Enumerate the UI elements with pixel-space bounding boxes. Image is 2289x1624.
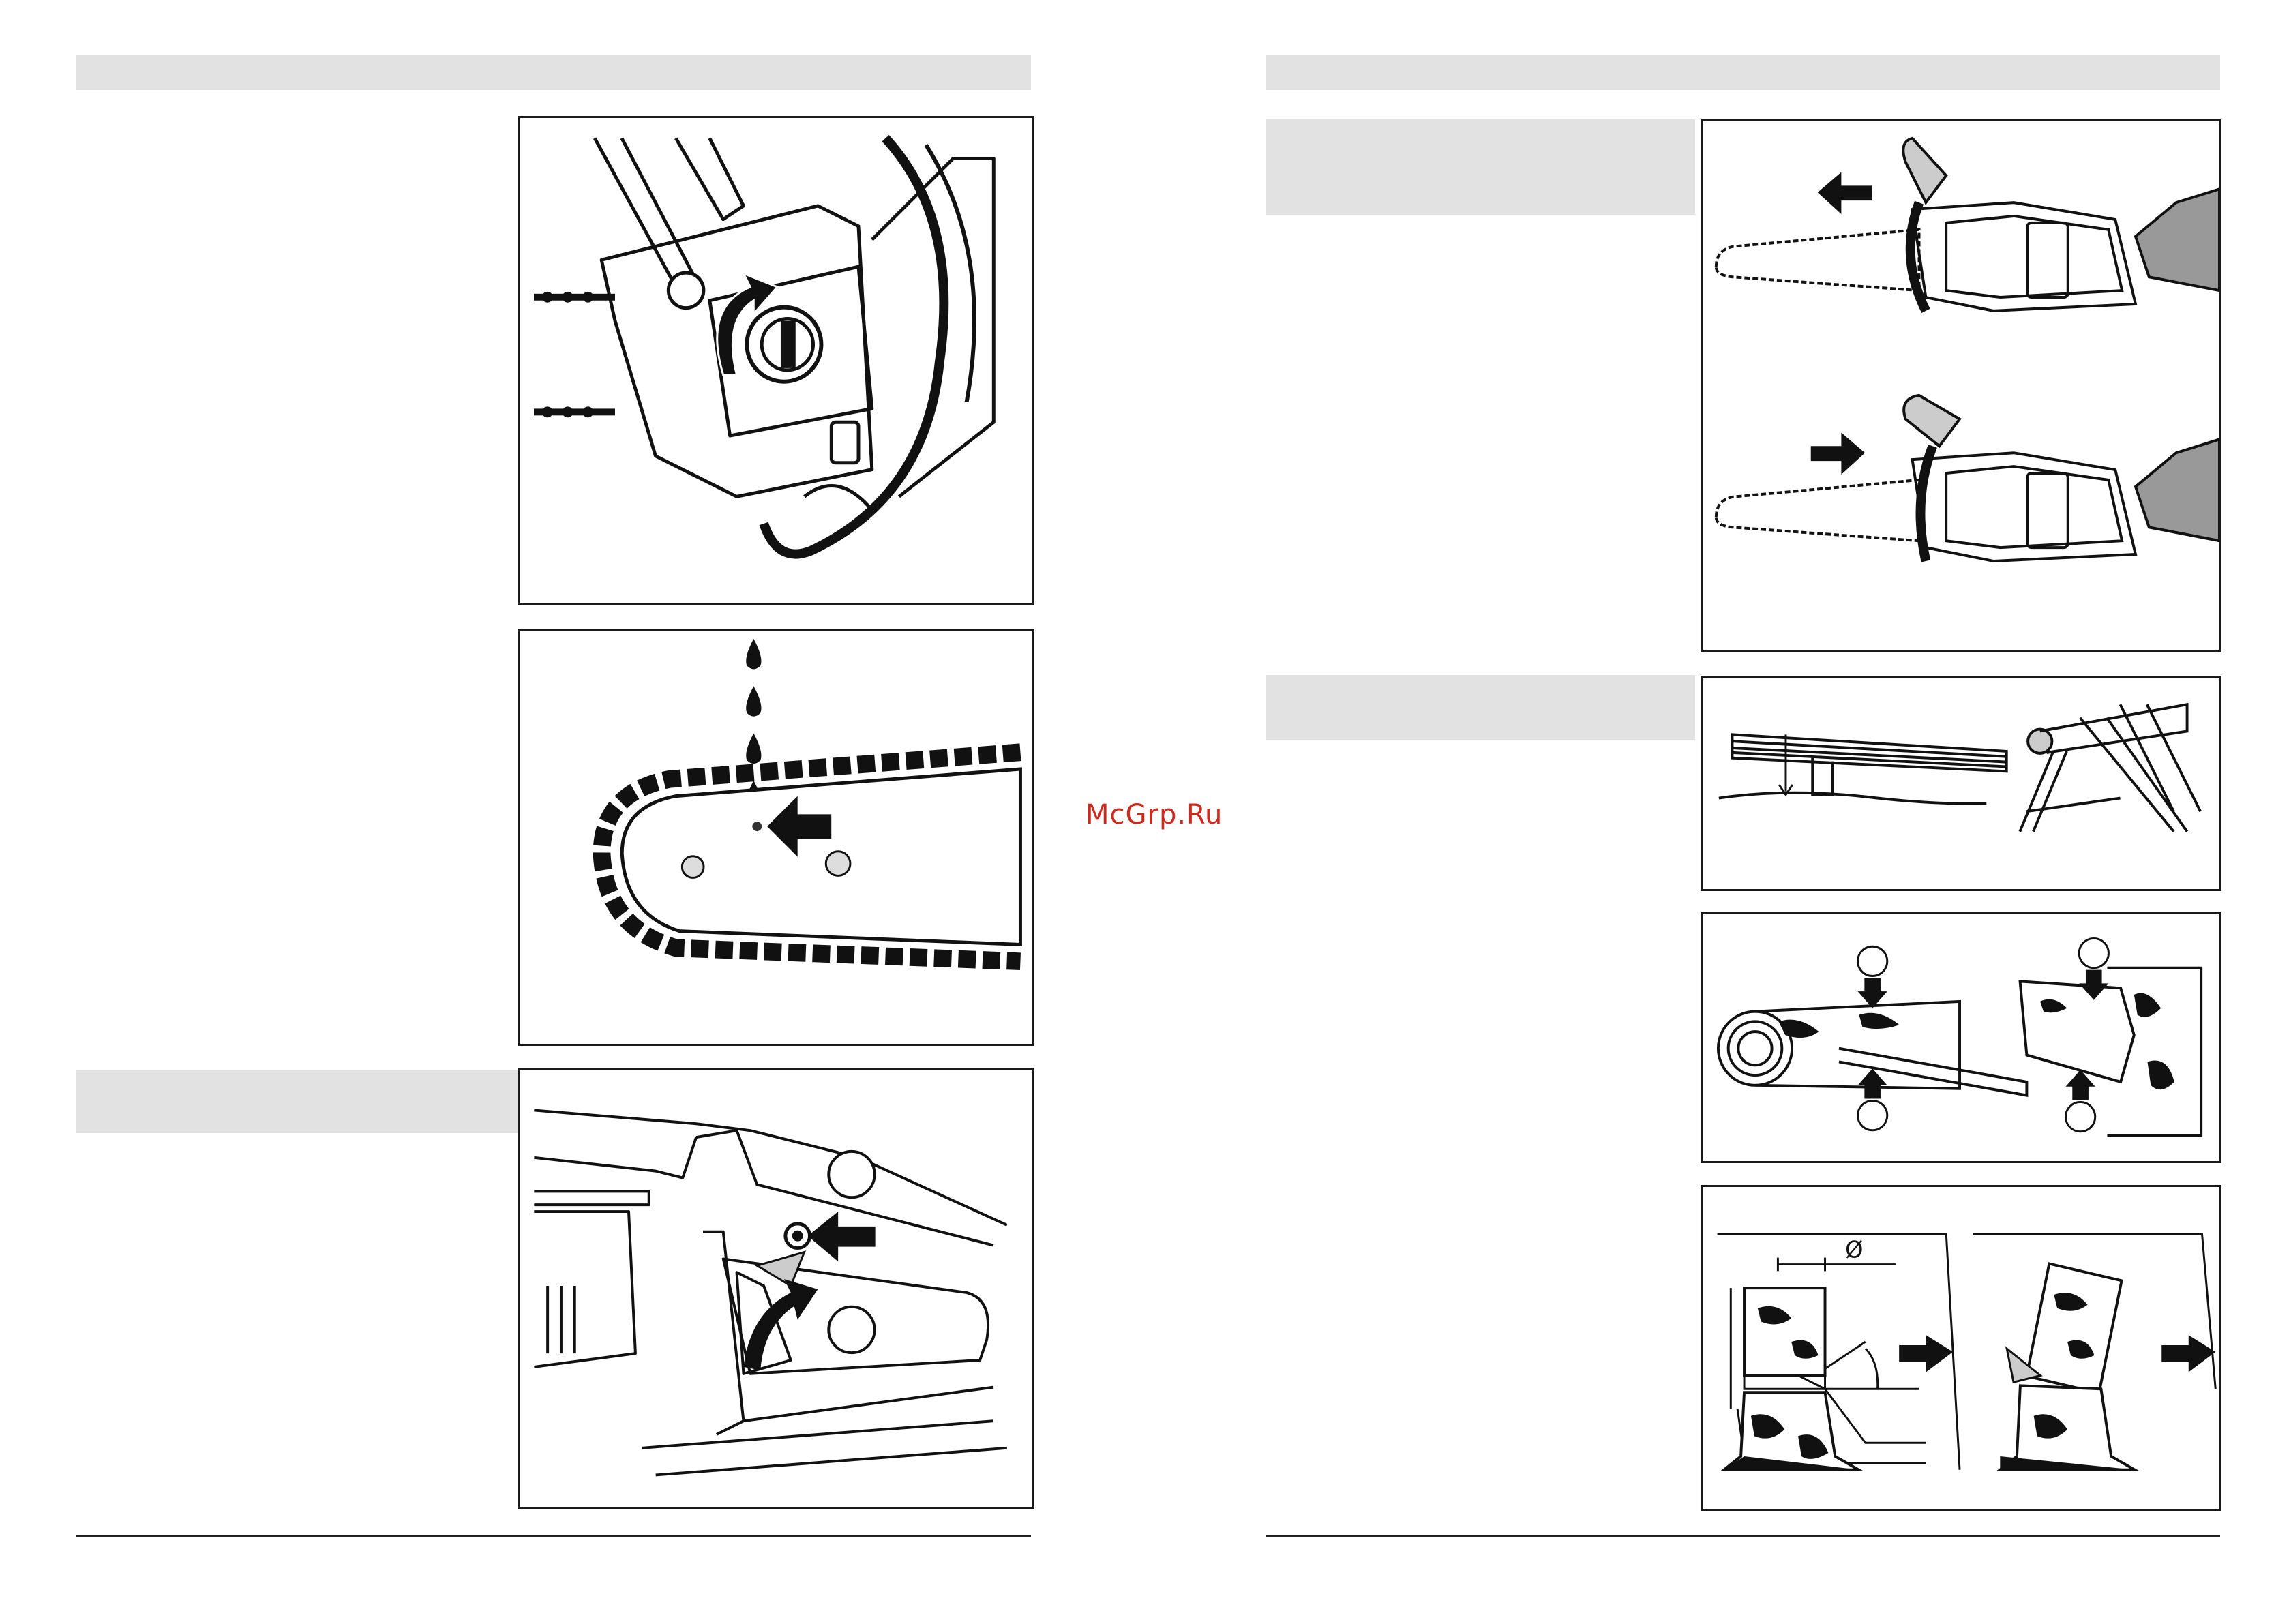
left-page-header-bar — [76, 55, 1031, 90]
arrow-left-icon — [808, 1212, 876, 1261]
right-page-footer-rule — [1266, 1535, 2220, 1537]
left-page-footer-rule — [76, 1535, 1031, 1537]
chainsaw-hands-figure — [1703, 121, 2219, 650]
figure-tree-felling — [1701, 1185, 2221, 1511]
log-cutting-figure — [1703, 914, 2219, 1161]
figure-log-support — [1701, 676, 2221, 891]
oil-drop-icon — [746, 639, 761, 811]
tree-felling-figure — [1703, 1187, 2219, 1509]
figure-oil-cap — [518, 116, 1034, 605]
diameter-symbol: Ø — [1845, 1236, 1864, 1263]
figure-chain-oil — [518, 629, 1034, 1046]
arrow-right-icon — [2161, 1335, 2215, 1372]
arrow-left-icon — [1818, 172, 1872, 214]
left-section-heading-bar — [76, 1070, 520, 1133]
chainsaw-oil-cap-figure — [520, 118, 1032, 603]
figure-chain-brake-activation — [1701, 119, 2221, 652]
right-section-heading-bar-2 — [1266, 675, 1695, 740]
chain-bar-figure — [520, 631, 1032, 1044]
watermark: McGrp.Ru — [1086, 799, 1223, 830]
figure-log-tension-cutting — [1701, 912, 2221, 1163]
figure-chain-brake-detail — [518, 1068, 1034, 1509]
arrow-right-icon — [1899, 1335, 1953, 1372]
curved-arrow-icon — [743, 1279, 818, 1370]
arrow-right-icon — [1811, 432, 1865, 475]
right-page-header-bar — [1266, 55, 2220, 90]
log-on-sawhorse-figure — [1703, 678, 2219, 889]
chain-brake-figure — [520, 1070, 1032, 1507]
right-section-heading-bar-1 — [1266, 119, 1695, 215]
